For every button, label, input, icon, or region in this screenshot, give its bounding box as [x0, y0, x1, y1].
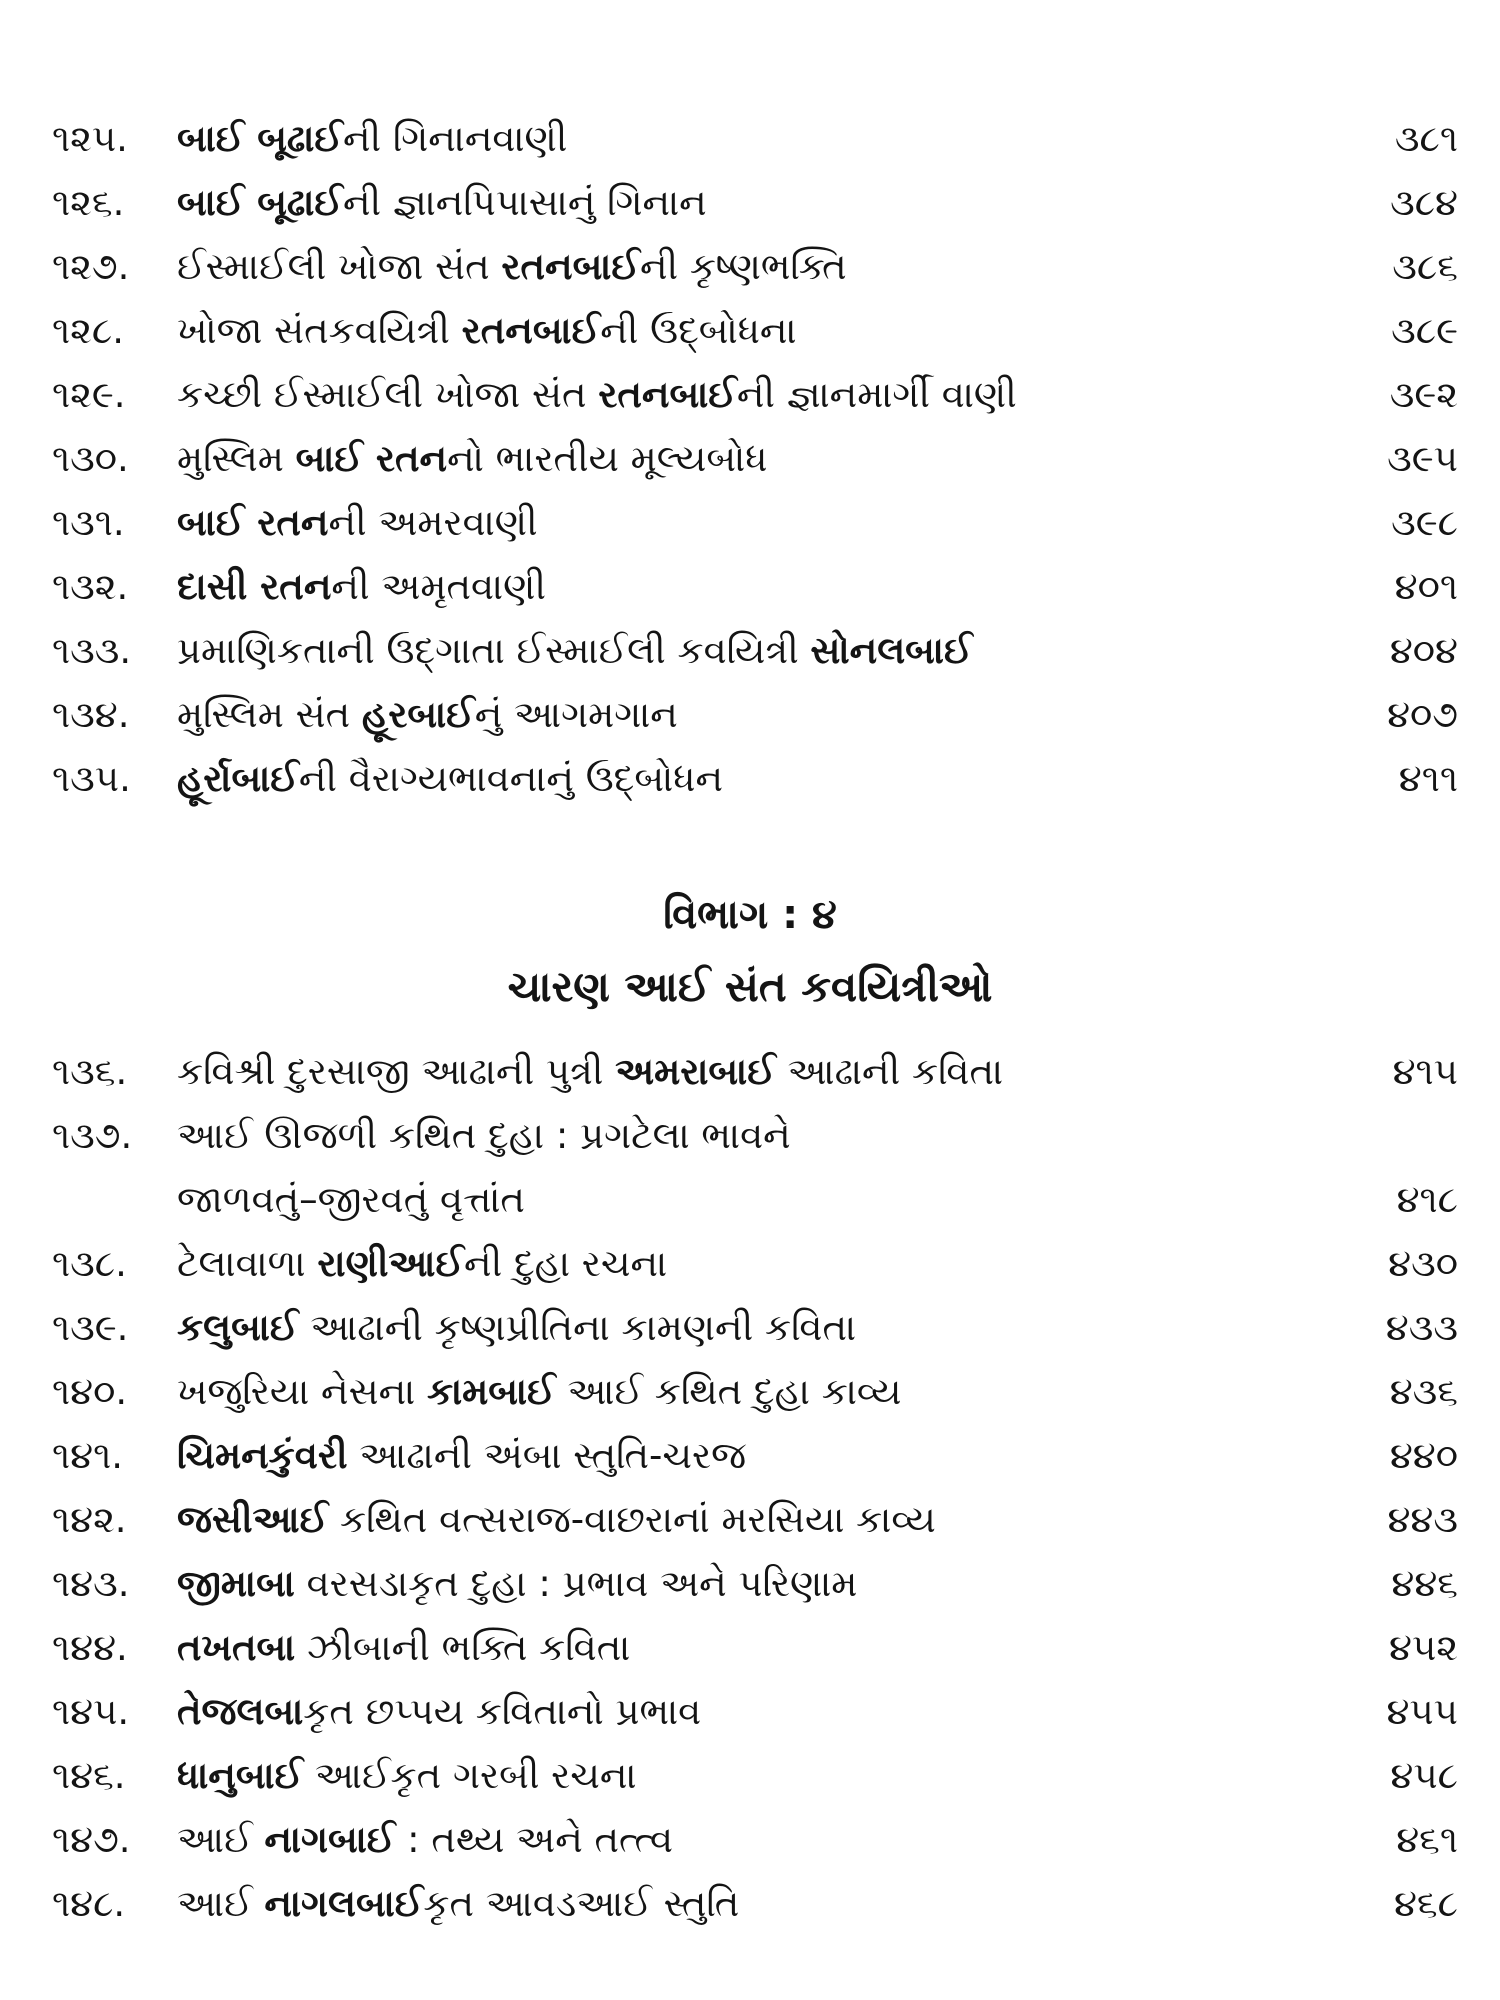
entry-title-bold: હૂરબાઈ [361, 693, 475, 736]
entry-title-bold: તખતબા [177, 1626, 296, 1669]
entry-title [177, 1168, 525, 1232]
entry-title [177, 1680, 701, 1744]
entry-title-bold: અમરાબાઈ [615, 1050, 776, 1093]
entry-title [177, 107, 567, 171]
entry-title-bold: નાગલબાઈ [264, 1882, 424, 1925]
entry-title-text: ની વૈરાગ્યભાવનાનું ઉદ્બોધન [298, 757, 724, 800]
toc-entry [0, 1552, 1500, 1616]
entry-title-text: ની ઉદ્બોધના [600, 309, 797, 352]
entry-number: ૧૨૮. [52, 309, 124, 352]
entry-number: ૧૩૬. [52, 1050, 128, 1093]
entry-page-number: ૪૪૩ [1387, 1498, 1458, 1541]
entry-page-number: ૪૩૦ [1388, 1242, 1458, 1285]
entry-page-number: ૪૦૪ [1389, 629, 1458, 672]
entry-title-text: આઈ ઊજળી કથિત દુહા : પ્રગટેલા ભાવને [177, 1114, 791, 1157]
entry-title-bold: કામબાઈ [426, 1370, 556, 1413]
entry-title-text: કૃત આવડઆઈ સ્તુતિ [423, 1882, 740, 1925]
entry-title-bold: રતનબાઈ [461, 309, 601, 352]
toc-entry [0, 1680, 1500, 1744]
entry-title [177, 1744, 637, 1808]
toc-entry [0, 299, 1500, 363]
entry-page-number: ૪૪૦ [1389, 1434, 1458, 1477]
entry-title-text: કથિત વત્સરાજ-વાછરાનાં મરસિયા કાવ્ય [328, 1498, 936, 1541]
toc-entry [0, 427, 1500, 491]
entry-number: ૧૪૮. [52, 1882, 126, 1925]
entry-title [177, 363, 1017, 427]
entry-page-number: ૩૯૨ [1389, 373, 1458, 416]
entry-title [177, 491, 538, 555]
entry-number: ૧૪૬. [52, 1754, 126, 1797]
entry-number: ૧૪૫. [52, 1690, 130, 1733]
entry-title-bold: બાઈ બૂઢાઈ [177, 181, 343, 224]
entry-title-bold: હૂર્રાબાઈ [177, 757, 299, 800]
toc-entry [0, 1808, 1500, 1872]
entry-page-number: ૪૪૬ [1391, 1562, 1458, 1605]
entry-page-number: ૩૮૯ [1391, 309, 1458, 352]
entry-number: ૧૨૭. [52, 245, 130, 288]
entry-title-bold: તેજલબા [177, 1690, 304, 1733]
entry-title-bold: જસીઆઈ [177, 1498, 329, 1541]
entry-title [177, 299, 797, 363]
entry-title-text: નું આગમગાન [474, 693, 678, 736]
entry-title-text: આઈ [177, 1818, 265, 1861]
entry-page-number: ૪૩૩ [1385, 1306, 1458, 1349]
entry-title-text: આઈકૃત ગરબી રચના [303, 1754, 637, 1797]
entry-title-text: ની કૃષ્ણભક્તિ [639, 245, 847, 288]
toc-entry [0, 1232, 1500, 1296]
toc-entry [0, 1616, 1500, 1680]
entry-title [177, 171, 707, 235]
toc-entry [0, 747, 1500, 811]
entry-title [177, 235, 847, 299]
entry-number: ૧૪૭. [52, 1818, 131, 1861]
toc-entry [0, 683, 1500, 747]
entry-title-text: નો ભારતીય મૂલ્યબોધ [447, 437, 768, 480]
entry-title-text: ઝીબાની ભક્તિ કવિતા [295, 1626, 631, 1669]
entry-title [177, 1232, 667, 1296]
entry-title-bold: ચિમનકુંવરી [177, 1434, 348, 1477]
toc-entry [0, 1168, 1500, 1232]
entry-title [177, 1360, 901, 1424]
entry-number: ૧૪૩. [52, 1562, 130, 1605]
entry-page-number: ૪૧૧ [1398, 757, 1458, 800]
entry-title-text: પ્રમાણિકતાની ઉદ્ગાતા ઈસ્માઈલી કવયિત્રી [177, 629, 811, 672]
toc-entry [0, 1424, 1500, 1488]
entry-number: ૧૨૯. [52, 373, 126, 416]
entry-title-bold: સોનલબાઈ [810, 629, 973, 672]
entry-number: ૧૪૪. [52, 1626, 128, 1669]
entry-title [177, 555, 546, 619]
entry-title [177, 1040, 1003, 1104]
entry-title-bold: રાણીઆઈ [317, 1242, 465, 1285]
entry-title-bold: કલુબાઈ [177, 1306, 299, 1349]
entry-title [177, 619, 973, 683]
entry-title-text: વરસડાકૃત દુહા : પ્રભાવ અને પરિણામ [294, 1562, 858, 1605]
entry-page-number: ૩૮૧ [1394, 117, 1458, 160]
entry-page-number: ૩૯૮ [1391, 501, 1458, 544]
toc-entry [0, 235, 1500, 299]
entry-page-number: ૪૫૫ [1386, 1690, 1458, 1733]
entry-page-number: ૪૫૨ [1389, 1626, 1458, 1669]
entry-title-text: કચ્છી ઈસ્માઈલી ખોજા સંત [177, 373, 599, 416]
entry-title-bold: રતનબાઈ [501, 245, 640, 288]
toc-entry [0, 1872, 1500, 1936]
entry-page-number: ૪૬૧ [1396, 1818, 1458, 1861]
entry-number: ૧૩૦. [52, 437, 129, 480]
entry-page-number: ૩૮૪ [1390, 181, 1458, 224]
toc-entry [0, 1360, 1500, 1424]
toc-entry [0, 619, 1500, 683]
section-label: વિભાગ : ૪ [663, 892, 837, 938]
entry-number: ૧૩૪. [52, 693, 130, 736]
entry-title-text: કૃત છપ્પય કવિતાનો પ્રભાવ [303, 1690, 702, 1733]
entry-title [177, 1872, 739, 1936]
entry-title-text: મુસ્લિમ સંત [177, 693, 362, 736]
toc-entry [0, 107, 1500, 171]
entry-number: ૧૩૩. [52, 629, 132, 672]
entry-number: ૧૩૯. [52, 1306, 129, 1349]
toc-entry [0, 1296, 1500, 1360]
toc-entry [0, 1488, 1500, 1552]
entry-title-bold: બાઈ બૂઢાઈ [177, 117, 343, 160]
toc-entry [0, 491, 1500, 555]
entry-title-text: ઈસ્માઈલી ખોજા સંત [177, 245, 502, 288]
entry-page-number: ૪૦૧ [1394, 565, 1458, 608]
toc-entry [0, 1040, 1500, 1104]
entry-title-text: આઈ કથિત દુહા કાવ્ય [555, 1370, 902, 1413]
entry-number: ૧૪૨. [52, 1498, 127, 1541]
entry-title [177, 1616, 630, 1680]
entry-title [177, 1424, 746, 1488]
entry-title [177, 1488, 936, 1552]
toc-entry [0, 171, 1500, 235]
entry-number: ૧૨૫. [52, 117, 128, 160]
entry-title [177, 427, 767, 491]
entry-title-bold: બાઈ રતન [177, 501, 329, 544]
toc-entry [0, 1744, 1500, 1808]
entry-title-bold: ધાનુબાઈ [177, 1754, 304, 1797]
entry-title-text: આઢાની અંબા સ્તુતિ-ચરજ [347, 1434, 747, 1477]
entry-title [177, 747, 723, 811]
entry-title-text: ટેલાવાળા [177, 1242, 318, 1285]
entry-page-number: ૪૬૮ [1393, 1882, 1458, 1925]
entry-title-text: : તથ્ય અને તત્ત્વ [395, 1818, 674, 1861]
entry-title-text: ની જ્ઞાનમાર્ગી વાણી [736, 373, 1017, 416]
entry-number: ૧૪૧. [52, 1434, 123, 1477]
entry-page-number: ૪૧૮ [1396, 1178, 1458, 1221]
entry-number: ૧૩૫. [52, 757, 131, 800]
entry-title-bold: દાસી રતન [177, 565, 332, 608]
entry-title-text: કવિશ્રી દુરસાજી આઢાની પુત્રી [177, 1050, 616, 1093]
entry-page-number: ૪૫૮ [1390, 1754, 1458, 1797]
entry-title-text: ખજુરિયા નેસના [177, 1370, 427, 1413]
entry-page-number: ૪૧૫ [1392, 1050, 1458, 1093]
toc-entry [0, 363, 1500, 427]
entry-title-text: ની જ્ઞાનપિપાસાનું ગિનાન [342, 181, 707, 224]
entry-title [177, 683, 678, 747]
entry-title [177, 1296, 856, 1360]
entry-title-bold: નાગબાઈ [264, 1818, 396, 1861]
entry-title-text: ની અમરવાણી [328, 501, 538, 544]
entry-title-text: ની દુહા રચના [464, 1242, 668, 1285]
entry-title-text: આઢાની કૃષ્ણપ્રીતિના કામણની કવિતા [298, 1306, 857, 1349]
entry-number: ૧૩૮. [52, 1242, 127, 1285]
entry-title-bold: બાઈ રતન [295, 437, 448, 480]
entry-number: ૧૨૬. [52, 181, 125, 224]
entry-number: ૧૩૭. [52, 1114, 133, 1157]
entry-number: ૧૩૨. [52, 565, 129, 608]
entry-page-number: ૪૩૬ [1389, 1370, 1458, 1413]
entry-title-text: આઈ [177, 1882, 265, 1925]
entry-title-text: આઢાની કવિતા [775, 1050, 1004, 1093]
entry-page-number: ૩૯૫ [1387, 437, 1458, 480]
entry-title-text: ની ગિનાનવાણી [342, 117, 568, 160]
entry-title [177, 1808, 673, 1872]
entry-title-bold: જીમાબા [177, 1562, 295, 1605]
entry-title-bold: રતનબાઈ [598, 373, 737, 416]
section-title: ચારણ આઈ સંત કવયિત્રીઓ [507, 962, 993, 1011]
entry-title-text: ની અમૃતવાણી [331, 565, 546, 608]
entry-number: ૧૩૧. [52, 501, 125, 544]
entry-page-number: ૩૮૬ [1392, 245, 1458, 288]
entry-title-text: જાળવતું–જીરવતું વૃત્તાંત [177, 1178, 525, 1221]
toc-list-top [0, 107, 1500, 811]
entry-title [177, 1552, 857, 1616]
entry-page-number: ૪૦૭ [1387, 693, 1458, 736]
entry-number: ૧૪૦. [52, 1370, 128, 1413]
toc-entry [0, 555, 1500, 619]
entry-title [177, 1104, 791, 1168]
toc-entry [0, 1104, 1500, 1168]
entry-title-text: ખોજા સંતકવયિત્રી [177, 309, 462, 352]
entry-title-text: મુસ્લિમ [177, 437, 296, 480]
toc-list-bottom [0, 1040, 1500, 1936]
